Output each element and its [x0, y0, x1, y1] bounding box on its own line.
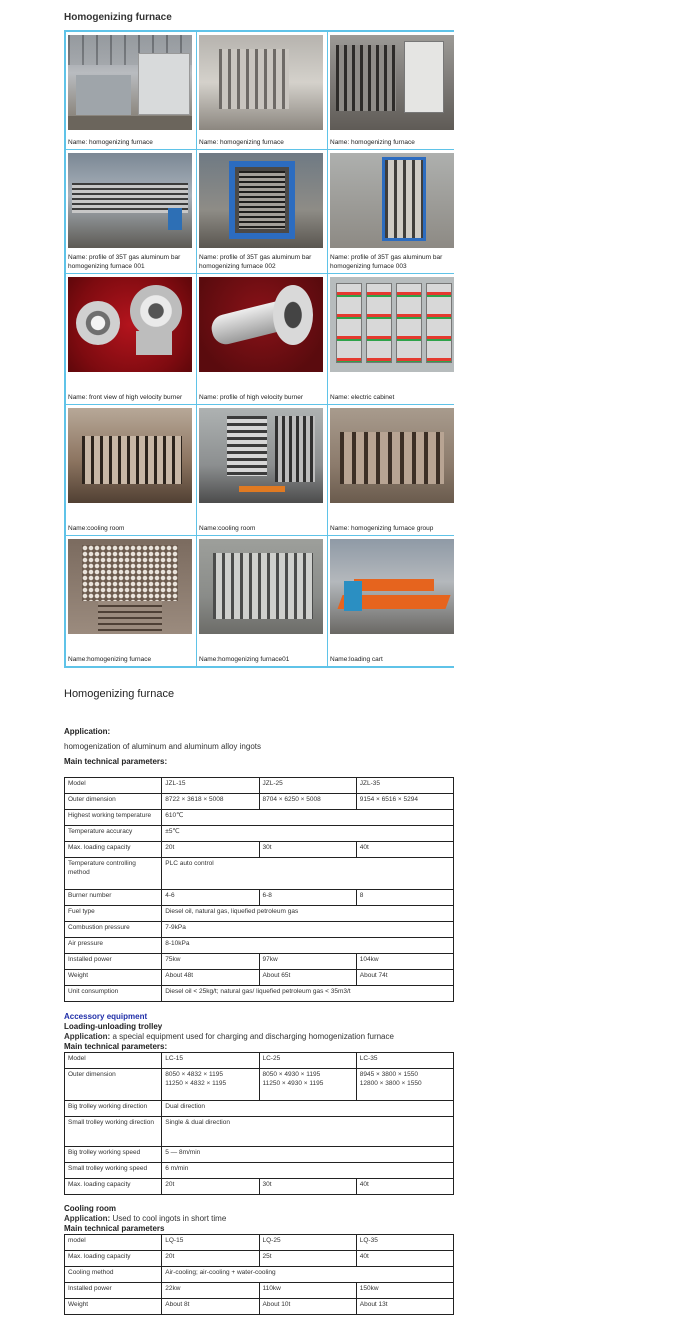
gallery-caption: Name: electric cabinet	[330, 394, 395, 401]
gallery-photo[interactable]	[330, 539, 454, 634]
table-value-cell: 6-8	[259, 890, 356, 906]
table-row	[65, 954, 454, 970]
table-row	[65, 1147, 454, 1163]
gallery-photo[interactable]	[68, 408, 192, 503]
table-value-cell: 40t	[356, 1179, 453, 1195]
table-key-cell: Big trolley working speed	[65, 1147, 162, 1163]
gallery-photo[interactable]	[199, 408, 323, 503]
table-row	[65, 1053, 454, 1069]
table-value-cell: 9154 × 6516 × 5294	[356, 794, 453, 810]
table-row	[65, 938, 454, 954]
gallery-photo[interactable]	[330, 408, 454, 503]
trolley-params-label: Main technical parameters:	[64, 1042, 168, 1051]
table-value-cell: LQ-35	[356, 1235, 453, 1251]
table-row	[65, 842, 454, 858]
table-value-cell: LC-25	[259, 1053, 356, 1069]
table-value-cell: LQ-25	[259, 1235, 356, 1251]
table-key-cell: Fuel type	[65, 906, 162, 922]
gallery-photo[interactable]	[330, 35, 454, 130]
trolley-app-text: a special equipment used for charging and discharging homogenization furnace	[110, 1032, 394, 1041]
gallery-item[interactable]	[328, 32, 458, 149]
table-value-cell: 8	[356, 890, 453, 906]
gallery-item[interactable]	[328, 536, 458, 666]
gallery-item[interactable]	[197, 536, 327, 666]
trolley-app-label: Application:	[64, 1032, 111, 1041]
gallery-item[interactable]	[197, 32, 327, 149]
gallery-item[interactable]	[66, 405, 196, 535]
table-row	[65, 826, 454, 842]
gallery-caption: Name:homogenizing furnace01	[199, 656, 290, 663]
table-value-cell: 110kw	[259, 1283, 356, 1299]
table-value-cell: About 65t	[259, 970, 356, 986]
table-key-cell: Small trolley working speed	[65, 1163, 162, 1179]
table-key-cell: Unit consumption	[65, 986, 162, 1002]
table-row	[65, 890, 454, 906]
table-value-cell: 30t	[259, 842, 356, 858]
table-row	[65, 810, 454, 826]
table-value-cell: 8722 × 3618 × 5008	[162, 794, 259, 810]
gallery-photo[interactable]	[68, 153, 192, 248]
gallery-item[interactable]	[328, 405, 458, 535]
furnace-spec-table	[64, 777, 454, 1002]
gallery-caption: Name: front view of high velocity burner	[68, 394, 183, 401]
table-row	[65, 778, 454, 794]
table-value-cell: 8945 × 3800 × 1550 12800 × 3800 × 1550	[356, 1069, 453, 1101]
gallery-item[interactable]	[197, 274, 327, 404]
table-row	[65, 1235, 454, 1251]
table-key-cell: Temperature controlling method	[65, 858, 162, 890]
gallery-item[interactable]	[197, 405, 327, 535]
table-value-cell: Air-cooling; air-cooling + water-cooling	[162, 1267, 454, 1283]
table-value-cell: About 8t	[162, 1299, 259, 1315]
gallery-photo[interactable]	[68, 539, 192, 634]
table-value-cell: 150kw	[356, 1283, 453, 1299]
table-value-cell: JZL-15	[162, 778, 259, 794]
table-key-cell: Combustion pressure	[65, 922, 162, 938]
table-value-cell: 7-9kPa	[162, 922, 454, 938]
cooling-app-text: Used to cool ingots in short time	[110, 1214, 227, 1223]
table-row	[65, 1283, 454, 1299]
table-value-cell: 8050 × 4832 × 1195 11250 × 4832 × 1195	[162, 1069, 259, 1101]
trolley-spec-table	[64, 1052, 454, 1195]
table-row	[65, 1101, 454, 1117]
table-value-cell: 8704 × 6250 × 5008	[259, 794, 356, 810]
table-value-cell: 5 — 8m/min	[162, 1147, 454, 1163]
gallery-photo[interactable]	[199, 35, 323, 130]
gallery-caption: Name: profile of 35T gas aluminum bar homogenizing furnace 003	[330, 254, 443, 270]
table-row	[65, 922, 454, 938]
table-value-cell: Diesel oil, natural gas, liquefied petroleum gas	[162, 906, 454, 922]
table-row	[65, 1163, 454, 1179]
table-row	[65, 1117, 454, 1147]
gallery-caption: Name:loading cart	[330, 656, 383, 663]
table-value-cell: 25t	[259, 1251, 356, 1267]
table-value-cell: About 74t	[356, 970, 453, 986]
table-value-cell: LQ-15	[162, 1235, 259, 1251]
table-row	[65, 858, 454, 890]
table-value-cell: About 48t	[162, 970, 259, 986]
table-key-cell: Highest working temperature	[65, 810, 162, 826]
table-key-cell: Small trolley working direction	[65, 1117, 162, 1147]
table-key-cell: Temperature accuracy	[65, 826, 162, 842]
table-value-cell: 30t	[259, 1179, 356, 1195]
table-value-cell: 8-10kPa	[162, 938, 454, 954]
table-value-cell: JZL-35	[356, 778, 453, 794]
table-key-cell: Burner number	[65, 890, 162, 906]
cooling-spec-table	[64, 1234, 454, 1315]
cooling-application	[64, 1214, 226, 1223]
table-key-cell: Max. loading capacity	[65, 842, 162, 858]
gallery-photo[interactable]	[68, 277, 192, 372]
table-key-cell: Max. loading capacity	[65, 1179, 162, 1195]
accessory-title: Accessory equipment	[64, 1012, 148, 1021]
table-row	[65, 1179, 454, 1195]
table-row	[65, 1299, 454, 1315]
table-value-cell: 40t	[356, 1251, 453, 1267]
table-row	[65, 970, 454, 986]
gallery-item[interactable]	[66, 32, 196, 149]
table-value-cell: 104kw	[356, 954, 453, 970]
gallery-item[interactable]	[66, 536, 196, 666]
gallery-caption: Name: homogenizing furnace	[68, 139, 153, 146]
gallery-photo[interactable]	[199, 277, 323, 372]
gallery-caption: Name:cooling room	[199, 525, 256, 532]
gallery-item[interactable]	[66, 150, 196, 273]
gallery-photo[interactable]	[330, 153, 454, 248]
application-label: Application:	[64, 727, 111, 736]
section-title: Homogenizing furnace	[64, 688, 175, 700]
table-value-cell: LC-15	[162, 1053, 259, 1069]
table-row	[65, 906, 454, 922]
table-value-cell: LC-35	[356, 1053, 453, 1069]
table-row	[65, 1267, 454, 1283]
table-value-cell: 20t	[162, 1179, 259, 1195]
table-value-cell: About 13t	[356, 1299, 453, 1315]
table-key-cell: Weight	[65, 1299, 162, 1315]
trolley-title: Loading-unloading trolley	[64, 1022, 163, 1031]
table-key-cell: Cooling method	[65, 1267, 162, 1283]
table-value-cell: Diesel oil < 25kg/t; natural gas/ liquefied petroleum gas < 35m3/t	[162, 986, 454, 1002]
gallery-item[interactable]	[328, 274, 458, 404]
cooling-app-label: Application:	[64, 1214, 111, 1223]
table-key-cell: Big trolley working direction	[65, 1101, 162, 1117]
table-key-cell: Outer dimension	[65, 794, 162, 810]
table-value-cell: 20t	[162, 1251, 259, 1267]
table-value-cell: 97kw	[259, 954, 356, 970]
table-key-cell: Installed power	[65, 954, 162, 970]
gallery-caption: Name: profile of high velocity burner	[199, 394, 304, 401]
table-row	[65, 1069, 454, 1101]
table-value-cell: PLC auto control	[162, 858, 454, 890]
table-key-cell: Air pressure	[65, 938, 162, 954]
application-text: homogenization of aluminum and aluminum alloy ingots	[64, 742, 261, 751]
table-value-cell: Single & dual direction	[162, 1117, 454, 1147]
table-value-cell: ±5℃	[162, 826, 454, 842]
cooling-params-label: Main technical parameters	[64, 1224, 165, 1233]
gallery-item[interactable]	[328, 150, 458, 273]
gallery-photo[interactable]	[199, 539, 323, 634]
cooling-title: Cooling room	[64, 1204, 116, 1213]
table-value-cell: 22kw	[162, 1283, 259, 1299]
table-value-cell: 610℃	[162, 810, 454, 826]
table-key-cell: Weight	[65, 970, 162, 986]
params-label: Main technical parameters:	[64, 757, 168, 766]
gallery-caption: Name: homogenizing furnace group	[330, 525, 434, 532]
table-value-cell: 4-6	[162, 890, 259, 906]
gallery-caption: Name: homogenizing furnace	[199, 139, 284, 146]
gallery-title: Homogenizing furnace	[64, 12, 172, 23]
gallery-item[interactable]	[197, 150, 327, 273]
table-value-cell: JZL-25	[259, 778, 356, 794]
gallery-photo[interactable]	[330, 277, 454, 372]
table-value-cell: 8050 × 4930 × 1195 11250 × 4930 × 1195	[259, 1069, 356, 1101]
gallery-photo[interactable]	[68, 35, 192, 130]
gallery-item[interactable]	[66, 274, 196, 404]
gallery-photo[interactable]	[199, 153, 323, 248]
table-row	[65, 1251, 454, 1267]
gallery-caption: Name:cooling room	[68, 525, 125, 532]
table-key-cell: model	[65, 1235, 162, 1251]
table-row	[65, 794, 454, 810]
table-value-cell: 6 m/min	[162, 1163, 454, 1179]
table-value-cell: Dual direction	[162, 1101, 454, 1117]
table-key-cell: Model	[65, 1053, 162, 1069]
table-key-cell: Max. loading capacity	[65, 1251, 162, 1267]
table-key-cell: Model	[65, 778, 162, 794]
trolley-application	[64, 1032, 394, 1041]
gallery-caption: Name: profile of 35T gas aluminum bar homogenizing furnace 002	[199, 254, 312, 270]
table-key-cell: Installed power	[65, 1283, 162, 1299]
table-value-cell: 75kw	[162, 954, 259, 970]
gallery-caption: Name: profile of 35T gas aluminum bar homogenizing furnace 001	[68, 254, 181, 270]
table-value-cell: 40t	[356, 842, 453, 858]
gallery-caption: Name:homogenizing furnace	[68, 656, 152, 663]
table-value-cell: 20t	[162, 842, 259, 858]
photo-gallery	[64, 30, 454, 668]
table-key-cell: Outer dimension	[65, 1069, 162, 1101]
table-row	[65, 986, 454, 1002]
gallery-caption: Name: homogenizing furnace	[330, 139, 415, 146]
table-value-cell: About 10t	[259, 1299, 356, 1315]
